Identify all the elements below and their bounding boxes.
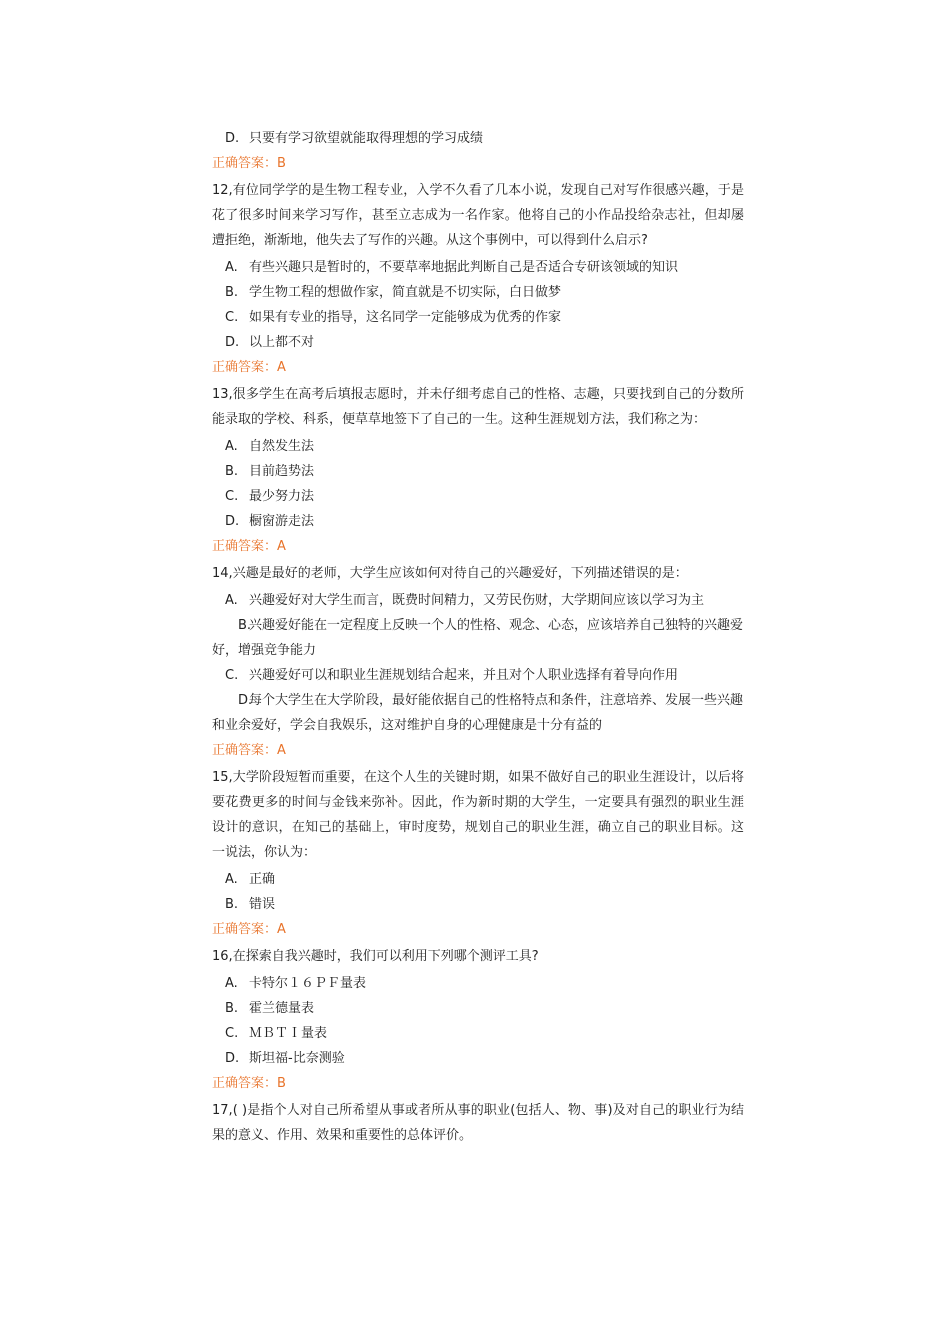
question-number: 15, — [212, 770, 233, 785]
q14-answer — [212, 738, 744, 763]
option-text: 兴趣爱好可以和职业生涯规划结合起来，并且对个人职业选择有着导向作用 — [249, 668, 679, 683]
option-letter: D. — [225, 335, 240, 350]
q14-option-a — [212, 588, 744, 613]
q15-option-b — [212, 892, 744, 917]
option-letter: D. — [225, 1051, 240, 1066]
option-text: 每个大学生在大学阶段，最好能依据自己的性格特点和条件，注意培养、发展一些兴趣和业余爱好，学会自我娱乐，这对维护自身的心理健康是十分有益的 — [212, 693, 744, 733]
option-text: 错误 — [249, 897, 276, 912]
question-number: 14, — [212, 566, 233, 581]
option-text: 自然发生法 — [249, 439, 315, 454]
q12-stem — [212, 178, 744, 253]
option-text: 最少努力法 — [249, 489, 315, 504]
option-letter: A. — [225, 976, 238, 991]
option-letter: B. — [225, 897, 239, 912]
q15-answer — [212, 917, 744, 942]
q13-option-a — [212, 434, 744, 459]
option-letter: C. — [225, 668, 239, 683]
q12-option-b — [212, 280, 744, 305]
question-number: 12, — [212, 183, 233, 198]
option-text: 以上都不对 — [249, 335, 315, 350]
answer-label: 正确答案： — [212, 539, 278, 554]
question-text: 有位同学学的是生物工程专业，入学不久看了几本小说，发现自己对写作很感兴趣，于是花了很多时间来学习写作，甚至立志成为一名作家。他将自己的小作品投给杂志社，但却屡遭拒绝，渐渐地，他失去了写作的兴趣。从这个事例中，可以得到什么启示? — [212, 183, 744, 248]
q12-answer — [212, 355, 744, 380]
q14-option-c — [212, 663, 744, 688]
q16-answer — [212, 1071, 744, 1096]
answer-value: A — [277, 539, 286, 554]
option-letter: A. — [225, 593, 238, 608]
q11-option-d — [212, 126, 744, 151]
option-text: 橱窗游走法 — [249, 514, 315, 529]
q16-option-c — [212, 1021, 744, 1046]
option-letter: A. — [225, 260, 238, 275]
answer-value: A — [277, 922, 286, 937]
option-text: 斯坦福-比奈测验 — [249, 1051, 345, 1066]
option-letter: A. — [225, 872, 238, 887]
question-text: 在探索自我兴趣时，我们可以利用下列哪个测评工具? — [232, 949, 539, 964]
question-text: 大学阶段短暂而重要，在这个人生的关键时期，如果不做好自己的职业生涯设计，以后将要花费更多的时间与金钱来弥补。因此，作为新时期的大学生，一定要具有强烈的职业生涯设计的意识，在知己的基础上，审时度势，规划自己的职业生涯，确立自己的职业目标。这一说法，你认为： — [212, 770, 744, 860]
option-text: 如果有专业的指导，这名同学一定能够成为优秀的作家 — [249, 310, 562, 325]
option-text: 兴趣爱好能在一定程度上反映一个人的性格、观念、心态，应该培养自己独特的兴趣爱好，增强竞争能力 — [212, 618, 744, 658]
q12-option-a — [212, 255, 744, 280]
option-text: 学生物工程的想做作家，简直就是不切实际，白日做梦 — [249, 285, 562, 300]
option-letter: D. — [225, 131, 240, 146]
q15-stem — [212, 765, 744, 865]
option-letter: B. — [225, 464, 239, 479]
option-letter: B. — [225, 1001, 239, 1016]
q14-option-d — [212, 688, 744, 738]
q12-option-d — [212, 330, 744, 355]
answer-label: 正确答案： — [212, 922, 278, 937]
option-letter: D. — [225, 514, 240, 529]
q17-stem — [212, 1098, 744, 1148]
answer-value: A — [277, 360, 286, 375]
option-text: 兴趣爱好对大学生而言，既费时间精力，又劳民伤财，大学期间应该以学习为主 — [249, 593, 705, 608]
option-text: 卡特尔１６ＰＦ量表 — [249, 976, 367, 991]
option-letter: B. — [225, 285, 239, 300]
q13-answer — [212, 534, 744, 559]
answer-label: 正确答案： — [212, 360, 278, 375]
q14-option-b — [212, 613, 744, 663]
option-letter: B. — [238, 618, 252, 633]
question-number: 17, — [212, 1103, 233, 1118]
option-letter: A. — [225, 439, 238, 454]
option-text: 霍兰德量表 — [249, 1001, 315, 1016]
answer-label: 正确答案： — [212, 156, 278, 171]
q16-option-d — [212, 1046, 744, 1071]
answer-label: 正确答案： — [212, 743, 278, 758]
q15-option-a — [212, 867, 744, 892]
option-text: 有些兴趣只是暂时的，不要草率地据此判断自己是否适合专研该领域的知识 — [249, 260, 679, 275]
answer-value: B — [277, 156, 286, 171]
q13-option-c — [212, 484, 744, 509]
option-text: 目前趋势法 — [249, 464, 315, 479]
option-text: 正确 — [249, 872, 276, 887]
question-number: 16, — [212, 949, 233, 964]
q12-option-c — [212, 305, 744, 330]
question-number: 13, — [212, 387, 233, 402]
q13-option-d — [212, 509, 744, 534]
option-letter: D. — [238, 693, 253, 708]
q13-option-b — [212, 459, 744, 484]
q11-answer — [212, 151, 744, 176]
question-text: 很多学生在高考后填报志愿时，并未仔细考虑自己的性格、志趣，只要找到自己的分数所能录取的学校、科系，便草草地签下了自己的一生。这种生涯规划方法，我们称之为： — [212, 387, 744, 427]
q16-option-b — [212, 996, 744, 1021]
option-letter: C. — [225, 489, 239, 504]
answer-value: A — [277, 743, 286, 758]
option-letter: C. — [225, 1026, 239, 1041]
question-list — [212, 126, 744, 1150]
option-letter: C. — [225, 310, 239, 325]
q13-stem — [212, 382, 744, 432]
option-text: 只要有学习欲望就能取得理想的学习成绩 — [249, 131, 484, 146]
q14-stem — [212, 561, 744, 586]
option-text: ＭＢＴＩ量表 — [249, 1026, 328, 1041]
q16-option-a — [212, 971, 744, 996]
question-text: ( )是指个人对自己所希望从事或者所从事的职业(包括人、物、事)及对自己的职业行为结果的意义、作用、效果和重要性的总体评价。 — [212, 1103, 744, 1143]
q16-stem — [212, 944, 744, 969]
answer-label: 正确答案： — [212, 1076, 278, 1091]
question-text: 兴趣是最好的老师，大学生应该如何对待自己的兴趣爱好，下列描述错误的是： — [232, 566, 688, 581]
answer-value: B — [277, 1076, 286, 1091]
